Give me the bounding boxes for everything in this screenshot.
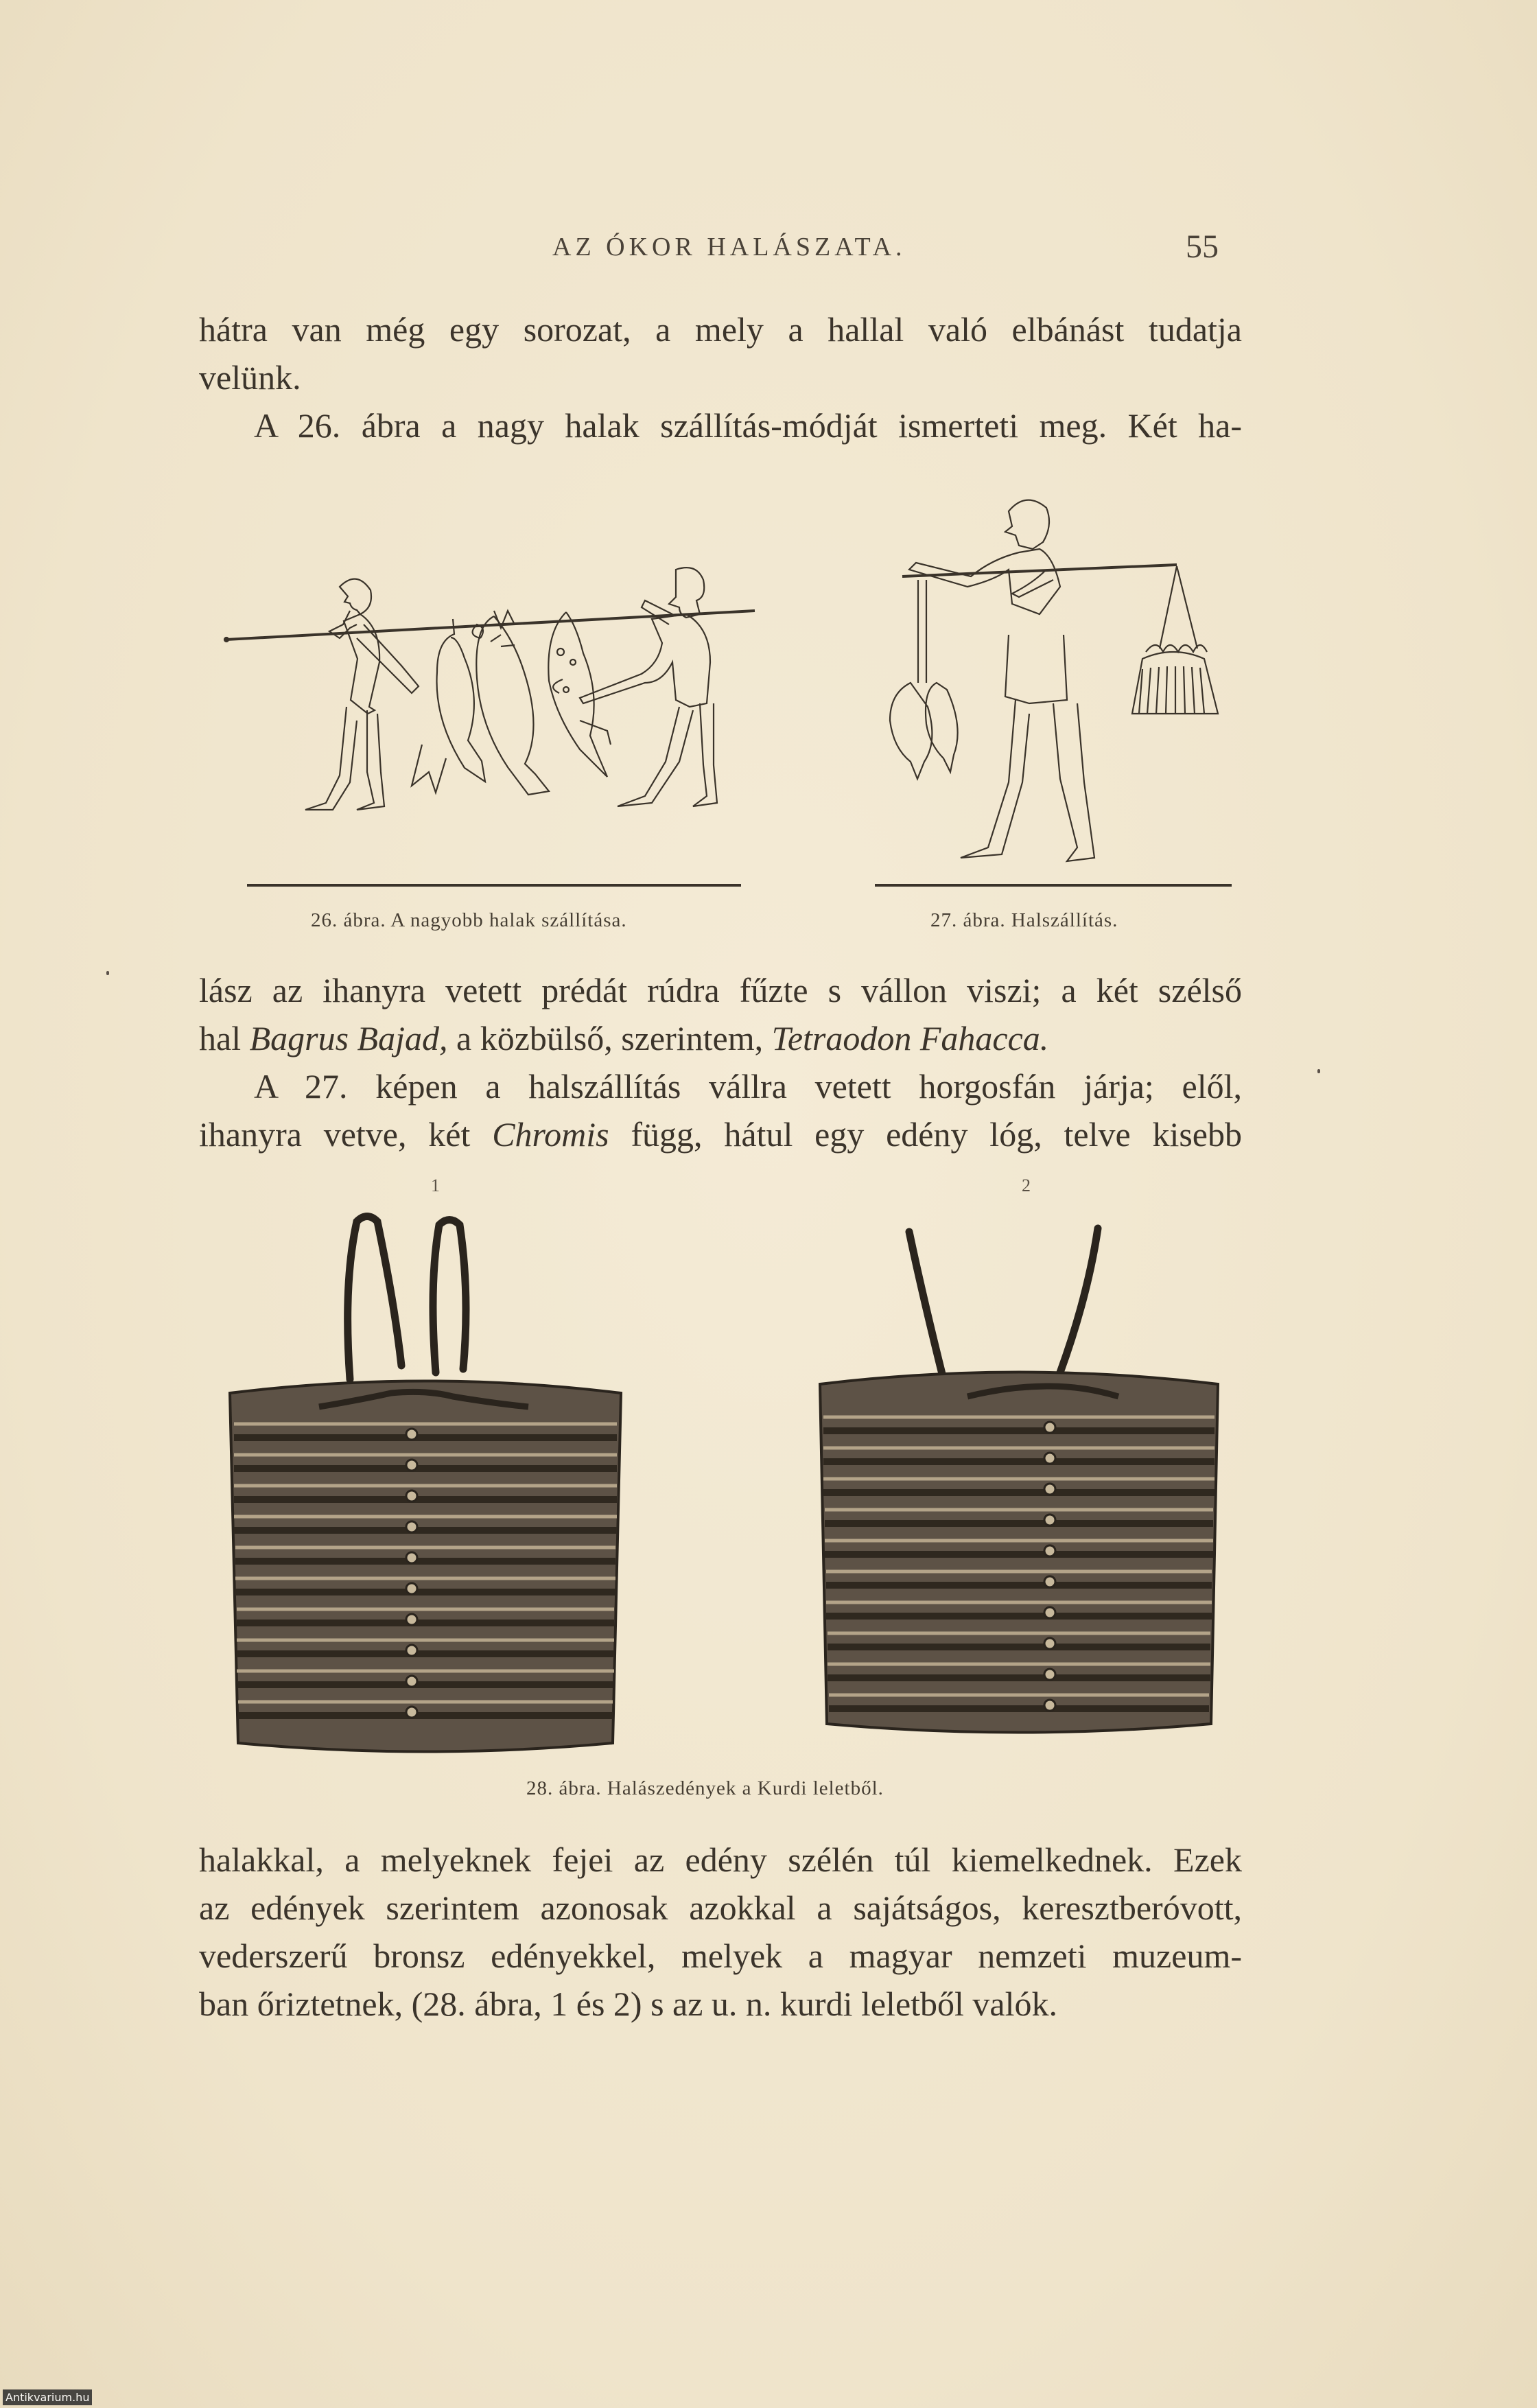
- page-number: 55: [1186, 229, 1219, 265]
- figure-27-caption: 27. ábra. Halszállítás.: [930, 909, 1118, 931]
- text-line: lász az ihanyra vetett prédát rúdra fűzte s vállon viszi; a két szélső: [199, 971, 1242, 1009]
- running-head-title: AZ ÓKOR HALÁSZATA.: [552, 233, 906, 261]
- text-run: hal: [199, 1019, 250, 1057]
- text-line: ban őriztetnek, (28. ábra, 1 és 2) s az u. n. kurdi leletből valók.: [199, 1985, 1058, 2023]
- watermark: Antikvarium.hu: [3, 2389, 92, 2405]
- figure-26-fish-carriers: [220, 549, 768, 896]
- paper-speck: [106, 971, 109, 975]
- text-line: A 26. ábra a nagy halak szállítás-módját ismerteti meg. Két ha-: [254, 406, 1242, 445]
- figure-28-label-1: 1: [431, 1176, 440, 1195]
- running-head: [0, 229, 1537, 273]
- figure-27-fish-transport: [868, 491, 1239, 889]
- paragraph-1: [199, 305, 1242, 401]
- figure-28-vessel-1: [216, 1204, 635, 1767]
- text-run: függ, hátul egy edény lóg, telve kisebb: [609, 1115, 1242, 1154]
- figure-28-vessel-2: [810, 1204, 1228, 1753]
- italic-species-name: Bagrus Bajad,: [249, 1019, 448, 1057]
- figure-28-label-2: 2: [1022, 1176, 1031, 1195]
- text-line: hátra van még egy sorozat, a mely a hallal való elbánást tudatja: [199, 310, 1242, 349]
- paragraph-2: [199, 401, 1242, 449]
- text-run: ihanyra vetve, két: [199, 1115, 493, 1154]
- text-run: a közbülső, szerintem,: [447, 1019, 772, 1057]
- text-line: [199, 1110, 1242, 1158]
- text-line: halakkal, a melyeknek fejei az edény szélén túl kiemelkednek. Ezek: [199, 1840, 1242, 1879]
- paper-speck: [1317, 1069, 1320, 1073]
- italic-species-name: Chromis: [492, 1115, 609, 1154]
- figure-28-caption: 28. ábra. Halászedények a Kurdi leletből.: [526, 1777, 884, 1799]
- paragraph-4: [199, 1062, 1242, 1158]
- text-line: velünk.: [199, 358, 301, 397]
- text-line: [199, 1014, 1242, 1062]
- paragraph-3: [199, 966, 1242, 1062]
- italic-species-name: Tetraodon Fahacca.: [771, 1019, 1049, 1057]
- text-line: az edények szerintem azonosak azokkal a sajátságos, keresztberóvott,: [199, 1889, 1242, 1927]
- paragraph-5: [199, 1836, 1242, 2028]
- text-line: vederszerű bronsz edényekkel, melyek a magyar nemzeti muzeum-: [199, 1937, 1242, 1975]
- text-line: A 27. képen a halszállítás vállra vetett horgosfán járja; elől,: [254, 1067, 1242, 1106]
- figure-26-caption: 26. ábra. A nagyobb halak szállítása.: [311, 909, 627, 931]
